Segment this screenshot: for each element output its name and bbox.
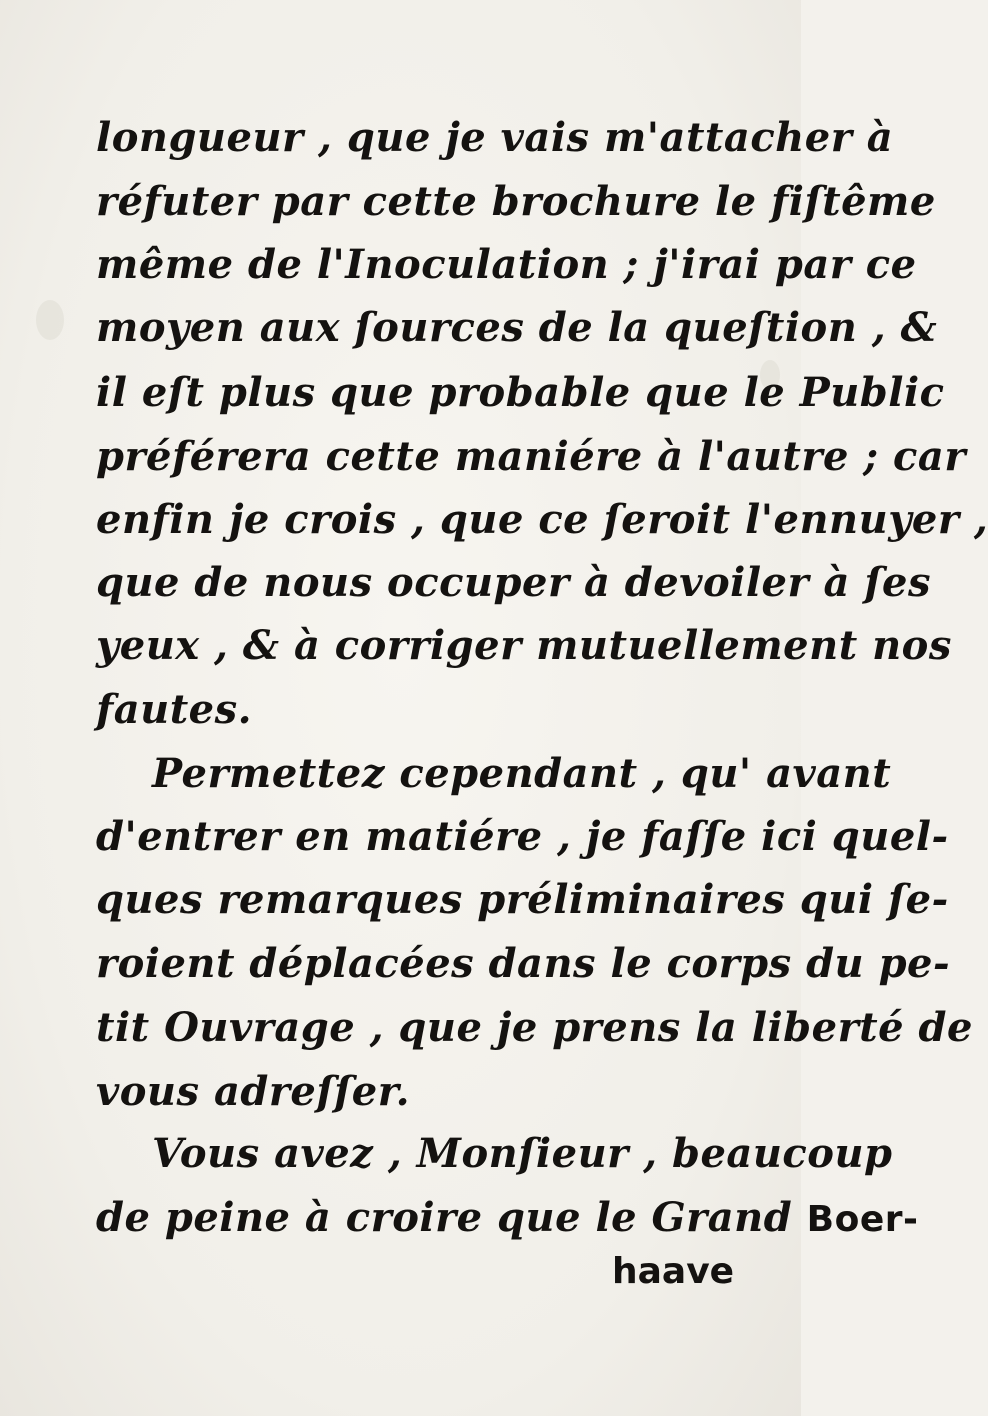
text-line: préférera cette maniére à l'autre ; car	[96, 433, 966, 480]
text-line-italic: de peine à croire que le Grand	[96, 1194, 793, 1241]
text-line: tit Ouvrage , que je prens la liberté de	[96, 1004, 973, 1051]
text-line: il eſt plus que probable que le Public	[96, 369, 945, 416]
text-line: que de nous occuper à devoiler à ſes	[96, 559, 931, 606]
text-line: enfin je crois , que ce ſeroit l'ennuyer ,	[96, 496, 988, 543]
paper-stain	[36, 300, 64, 340]
text-line: moyen aux ſources de la queſtion , &	[96, 304, 938, 351]
text-line: roient déplacées dans le corps du pe-	[96, 940, 951, 987]
paragraph-start-line: Vous avez , Monſieur , beaucoup	[152, 1130, 893, 1177]
text-line: yeux , & à corriger mutuellement nos	[96, 622, 952, 669]
text-line-upright: Boer-	[806, 1199, 919, 1240]
text-line: vous adreſſer.	[96, 1068, 411, 1115]
text-line: longueur , que je vais m'attacher à	[96, 114, 894, 161]
paragraph-start-line: Permettez cependant , qu' avant	[152, 750, 892, 797]
text-line	[96, 1194, 919, 1241]
text-line: réfuter par cette brochure le fiſtême	[96, 178, 936, 225]
text-line: ques remarques préliminaires qui ſe-	[96, 876, 949, 923]
catchword: haave	[612, 1251, 735, 1292]
text-line: même de l'Inoculation ; j'irai par ce	[96, 241, 917, 288]
text-line: d'entrer en matiére , je faſſe ici quel-	[96, 813, 949, 860]
text-line: fautes.	[96, 686, 253, 733]
